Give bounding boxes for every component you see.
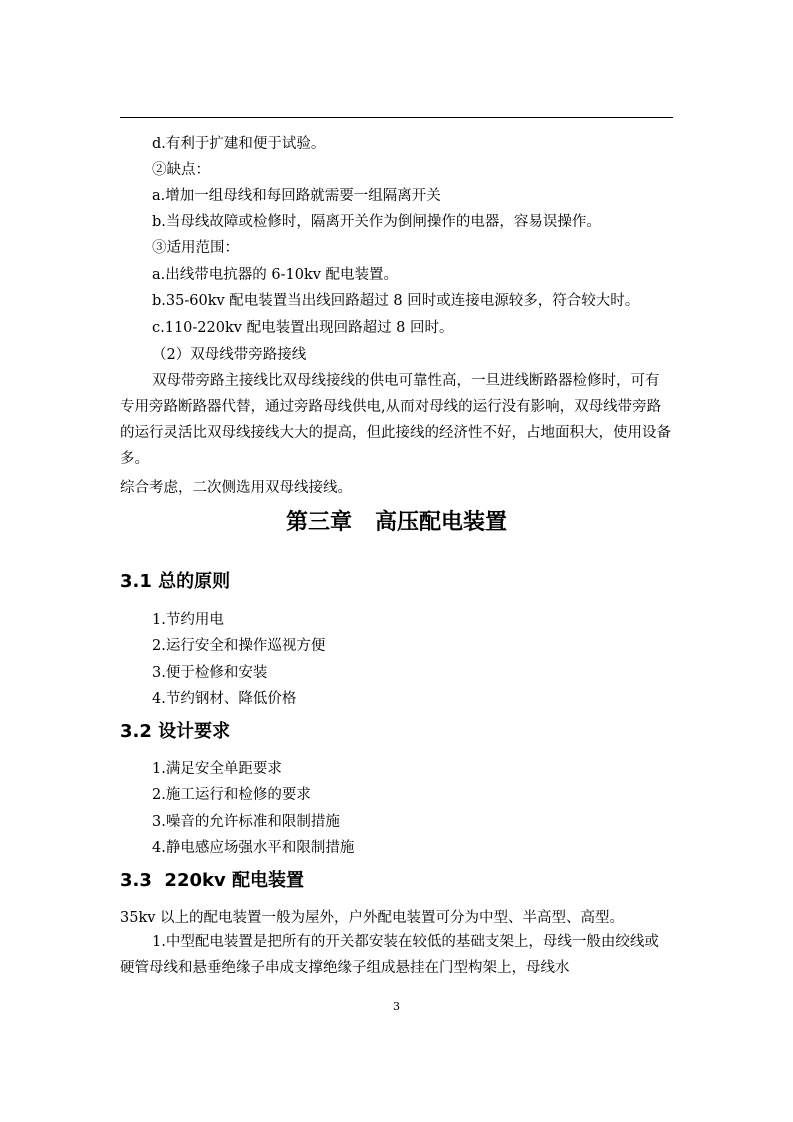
conclusion-line: 综合考虑，二次侧选用双母线接线。 <box>120 480 352 496</box>
list-item: 1.满足安全单距要求 <box>152 761 282 777</box>
list-line: ③适用范围： <box>152 240 239 256</box>
list-item: 2.施工运行和检修的要求 <box>152 787 311 803</box>
list-line: c.110-220kv 配电装置出现回路超过 8 回时。 <box>152 320 454 336</box>
section-heading: 3.2 设计要求 <box>120 721 231 742</box>
page-number: 3 <box>393 1000 400 1013</box>
list-line: b.当母线故障或检修时，隔离开关作为倒闸操作的电器，容易误操作。 <box>152 214 601 230</box>
list-line: a.出线带电抗器的 6-10kv 配电装置。 <box>152 267 399 283</box>
body-paragraph: 双母带旁路主接线比双母线接线的供电可靠性高，一旦进线断路器检修时，可有专用旁路断路器代替，通过旁路母线供电,从而对母线的运行没有影响，双母线带旁路的运行灵活比双母线接线大大的提高，但此接线的经济性不好，占地面积大，使用设备多。 <box>120 373 671 467</box>
subheading: （2）双母线带旁路接线 <box>152 347 307 363</box>
section-heading: 3.3 220kv 配电装置 <box>120 870 304 891</box>
list-line: d.有利于扩建和便于试验。 <box>152 136 326 152</box>
list-item: 3.噪音的允许标准和限制措施 <box>152 814 340 830</box>
header-rule <box>120 117 673 118</box>
intro-line: 35kv 以上的配电装置一般为屋外，户外配电装置可分为中型、半高型、高型。 <box>120 910 625 926</box>
list-line: a.增加一组母线和每回路就需要一组隔离开关 <box>152 188 441 204</box>
list-item: 1.节约用电 <box>152 612 224 628</box>
list-item: 2.运行安全和操作巡视方便 <box>152 638 326 654</box>
body-paragraph: 1.中型配电装置是把所有的开关都安装在较低的基础支架上，母线一般由绞线或硬管母线和悬垂绝缘子串成支撑绝缘子组成悬挂在门型构架上，母线水 <box>120 934 659 976</box>
section-heading: 3.1 总的原则 <box>120 571 231 592</box>
chapter-title: 第三章 高压配电装置 <box>286 510 507 535</box>
list-item: 3.便于检修和安装 <box>152 665 268 681</box>
list-item: 4.静电感应场强水平和限制措施 <box>152 840 355 856</box>
list-line: b.35-60kv 配电装置当出线回路超过 8 回时或连接电源较多，符合较大时。 <box>152 293 640 309</box>
list-item: 4.节约钢材、降低价格 <box>152 691 297 707</box>
list-line: ②缺点： <box>152 162 210 178</box>
